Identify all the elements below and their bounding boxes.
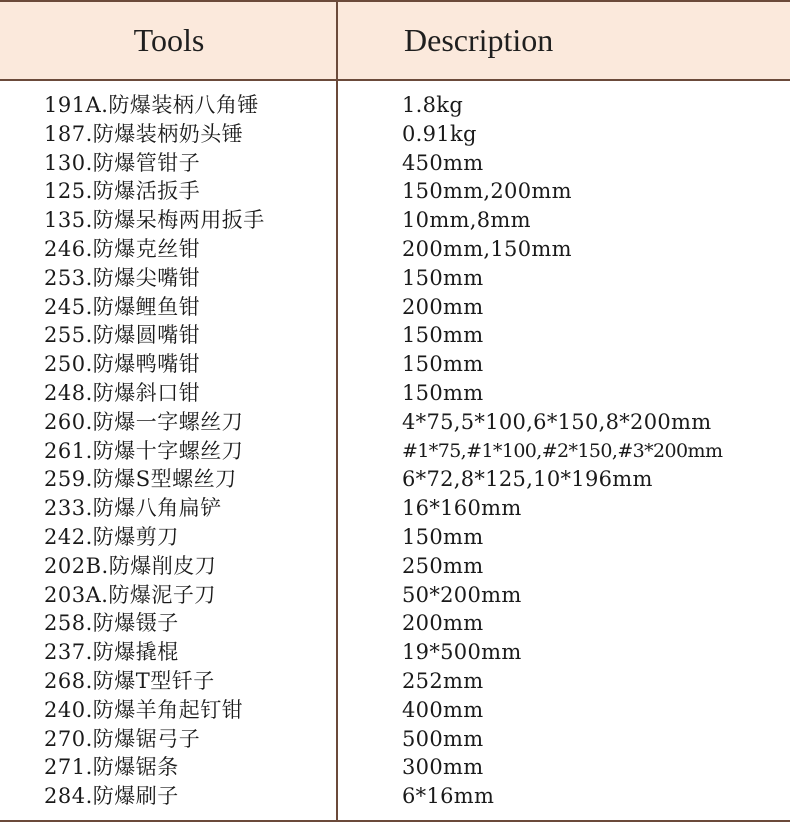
tool-name-cell: 125.防爆活扳手 <box>44 179 201 204</box>
table-row <box>0 667 790 696</box>
table-row <box>0 235 790 264</box>
description-cell: 250mm <box>402 553 484 578</box>
table-row <box>0 408 790 437</box>
tool-name-cell: 130.防爆管钳子 <box>44 150 201 175</box>
table-row <box>0 379 790 408</box>
table-row <box>0 465 790 494</box>
description-cell: 16*160mm <box>402 496 522 521</box>
description-cell: #1*75,#1*100,#2*150,#3*200mm <box>402 439 723 462</box>
table-row <box>0 552 790 581</box>
description-cell: 200mm <box>402 294 484 319</box>
description-cell: 300mm <box>402 755 484 780</box>
description-cell: 6*16mm <box>402 784 495 809</box>
tool-name-cell: 187.防爆装柄奶头锤 <box>44 121 244 146</box>
tool-name-cell: 271.防爆锯条 <box>44 755 179 780</box>
table-row <box>0 177 790 206</box>
tool-name-cell: 250.防爆鸭嘴钳 <box>44 352 201 377</box>
description-cell: 0.91kg <box>402 121 477 146</box>
description-cell: 150mm <box>402 380 484 405</box>
tool-name-cell: 246.防爆克丝钳 <box>44 236 201 261</box>
tool-name-cell: 245.防爆鲤鱼钳 <box>44 294 201 319</box>
tool-name-cell: 242.防爆剪刀 <box>44 524 179 549</box>
table-row <box>0 725 790 754</box>
table-row <box>0 638 790 667</box>
description-cell: 50*200mm <box>402 582 522 607</box>
description-cell: 450mm <box>402 150 484 175</box>
table-body <box>0 91 790 811</box>
table-row <box>0 437 790 466</box>
table-header <box>0 0 790 81</box>
header-tools: Tools <box>133 22 205 58</box>
table-row <box>0 494 790 523</box>
tool-name-cell: 202B.防爆削皮刀 <box>44 553 217 578</box>
table-row <box>0 293 790 322</box>
tool-name-cell: 248.防爆斜口钳 <box>44 380 201 405</box>
tool-name-cell: 191A.防爆装柄八角锤 <box>44 93 259 117</box>
tool-name-cell: 258.防爆镊子 <box>44 611 179 636</box>
table-row <box>0 696 790 725</box>
description-cell: 150mm,200mm <box>402 179 572 204</box>
tool-name-cell: 268.防爆T型钎子 <box>44 668 215 693</box>
tool-name-cell: 135.防爆呆梅两用扳手 <box>44 208 265 233</box>
description-cell: 1.8kg <box>402 93 464 117</box>
description-cell: 19*500mm <box>402 640 522 665</box>
table-row <box>0 91 790 120</box>
tool-name-cell: 253.防爆尖嘴钳 <box>44 265 201 290</box>
tool-name-cell: 255.防爆圆嘴钳 <box>44 323 201 348</box>
description-cell: 252mm <box>402 668 484 693</box>
description-cell: 150mm <box>402 524 484 549</box>
table-row <box>0 753 790 782</box>
description-cell: 10mm,8mm <box>402 208 531 233</box>
table-row <box>0 609 790 638</box>
description-cell: 150mm <box>402 323 484 348</box>
tool-name-cell: 203A.防爆泥子刀 <box>44 582 216 607</box>
tool-name-cell: 284.防爆刷子 <box>44 784 179 809</box>
description-cell: 200mm,150mm <box>402 236 572 261</box>
description-cell: 400mm <box>402 697 484 722</box>
description-cell: 500mm <box>402 726 484 751</box>
table-row <box>0 782 790 811</box>
table-row <box>0 581 790 610</box>
table-row <box>0 523 790 552</box>
table-row <box>0 321 790 350</box>
table-row <box>0 149 790 178</box>
table-row <box>0 206 790 235</box>
header-description: Description <box>404 22 554 58</box>
description-cell: 150mm <box>402 265 484 290</box>
table-row <box>0 264 790 293</box>
description-cell: 4*75,5*100,6*150,8*200mm <box>402 409 712 434</box>
table-row <box>0 350 790 379</box>
tool-name-cell: 240.防爆羊角起钉钳 <box>44 697 244 722</box>
description-cell: 200mm <box>402 611 484 636</box>
tool-name-cell: 270.防爆锯弓子 <box>44 726 201 751</box>
tool-name-cell: 237.防爆撬棍 <box>44 640 179 665</box>
table-row <box>0 120 790 149</box>
description-cell: 6*72,8*125,10*196mm <box>402 467 653 492</box>
tool-name-cell: 233.防爆八角扁铲 <box>44 496 222 521</box>
tool-name-cell: 261.防爆十字螺丝刀 <box>44 438 244 463</box>
description-cell: 150mm <box>402 352 484 377</box>
tool-name-cell: 259.防爆S型螺丝刀 <box>44 467 237 492</box>
tool-name-cell: 260.防爆一字螺丝刀 <box>44 409 244 434</box>
